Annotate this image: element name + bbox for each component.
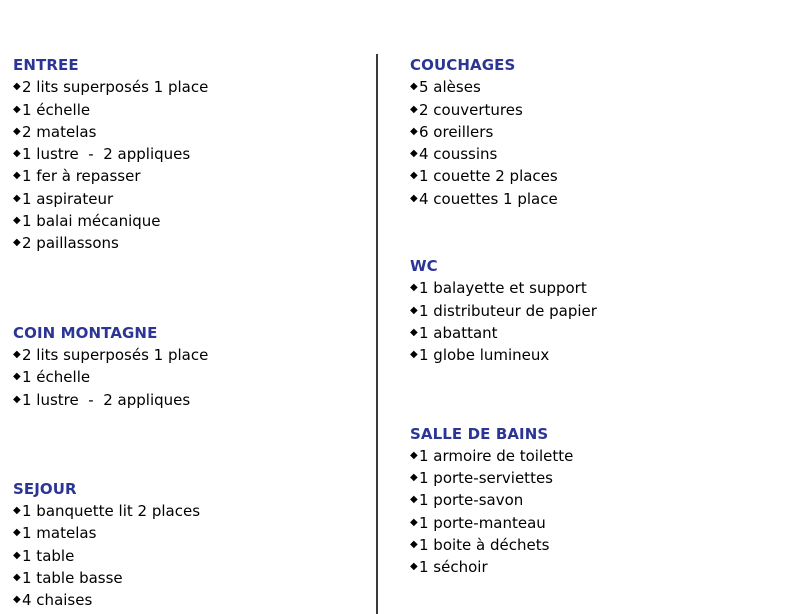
list-item: ◆ 1 table [13,545,208,567]
list-item: ◆ 1 fer à repasser [13,165,208,187]
list-item: ◆ 2 lits superposés 1 place [13,76,208,98]
right-column [410,54,597,579]
bullet-icon: ◆ [13,549,21,561]
bullet-icon: ◆ [13,505,21,517]
list-item: ◆ 6 oreillers [410,121,597,143]
bullet-icon: ◆ [410,170,418,182]
list-item: ◆ 1 couette 2 places [410,165,597,187]
bullet-icon: ◆ [410,472,418,484]
bullet-icon: ◆ [410,192,418,204]
bullet-icon: ◆ [410,304,418,316]
list-item: ◆ 5 alèses [410,76,597,98]
bullet-icon: ◆ [13,148,21,160]
list-item: ◆ 1 abattant [410,322,597,344]
bullet-icon: ◆ [410,349,418,361]
bullet-icon: ◆ [13,527,21,539]
list-item: ◆ 1 balayette et support [410,277,597,299]
bullet-icon: ◆ [410,494,418,506]
bullet-icon: ◆ [13,215,21,227]
list-item: ◆ 2 paillassons [13,232,208,254]
section-salle-de-bains [410,423,597,579]
bullet-icon: ◆ [13,192,21,204]
section-heading: ENTREE [13,56,79,74]
bullet-icon: ◆ [410,103,418,115]
section-heading: SALLE DE BAINS [410,424,549,443]
bullet-icon: ◆ [13,594,21,606]
bullet-icon: ◆ [410,282,418,294]
section-sejour [13,478,208,612]
list-item: ◆ 1 lustre - 2 appliques [13,389,208,411]
section-heading: COUCHAGES [410,56,516,74]
bullet-icon: ◆ [13,170,21,182]
list-item: ◆ 1 porte-manteau [410,512,597,534]
list-item: ◆ 1 balai mécanique [13,210,208,232]
bullet-icon: ◆ [13,81,21,93]
column-divider [376,54,378,614]
section-coin-montagne [13,322,208,411]
list-item: ◆ 1 armoire de toilette [410,445,597,467]
section-heading: SEJOUR [13,479,77,498]
list-item: ◆ 2 lits superposés 1 place [13,344,208,366]
bullet-icon: ◆ [13,125,21,137]
section-couchages [410,54,597,210]
bullet-icon: ◆ [410,539,418,551]
list-item: ◆ 4 coussins [410,143,597,165]
list-item: ◆ 1 matelas [13,522,208,544]
section-heading: WC [410,257,438,276]
bullet-icon: ◆ [13,371,21,383]
list-item: ◆ 1 aspirateur [13,188,208,210]
bullet-icon: ◆ [410,516,418,528]
list-item: ◆ 1 banquette lit 2 places [13,500,208,522]
bullet-icon: ◆ [410,561,418,573]
section-entree [13,54,208,255]
list-item: ◆ 1 globe lumineux [410,344,597,366]
section-heading: COIN MONTAGNE [13,323,158,342]
list-item: ◆ 1 boite à déchets [410,534,597,556]
bullet-icon: ◆ [13,237,21,249]
section-wc [410,255,597,366]
bullet-icon: ◆ [410,125,418,137]
bullet-icon: ◆ [13,572,21,584]
list-item: ◆ 2 matelas [13,121,208,143]
list-item: ◆ 1 échelle [13,366,208,388]
list-item: ◆ 4 chaises [13,589,208,611]
bullet-icon: ◆ [410,81,418,93]
list-item: ◆ 1 distributeur de papier [410,300,597,322]
bullet-icon: ◆ [410,148,418,160]
bullet-icon: ◆ [410,326,418,338]
list-item: ◆ 1 table basse [13,567,208,589]
bullet-icon: ◆ [13,103,21,115]
bullet-icon: ◆ [410,449,418,461]
bullet-icon: ◆ [13,393,21,405]
left-column [13,54,208,612]
list-item: ◆ 1 séchoir [410,556,597,578]
bullet-icon: ◆ [13,348,21,360]
list-item: ◆ 1 lustre - 2 appliques [13,143,208,165]
list-item: ◆ 1 porte-serviettes [410,467,597,489]
list-item: ◆ 1 porte-savon [410,489,597,511]
list-item: ◆ 1 échelle [13,99,208,121]
list-item: ◆ 4 couettes 1 place [410,188,597,210]
list-item: ◆ 2 couvertures [410,99,597,121]
